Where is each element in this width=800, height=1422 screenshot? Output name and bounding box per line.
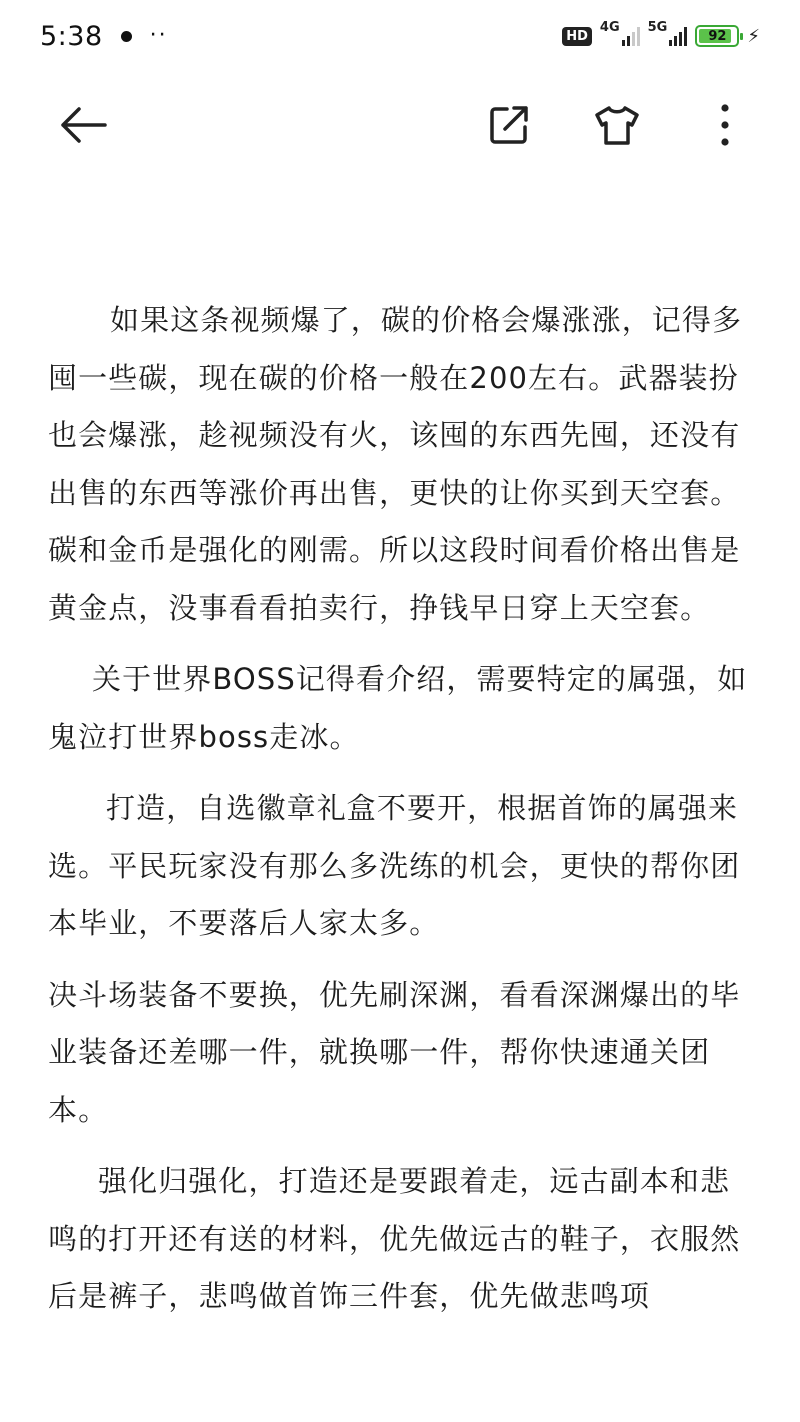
signal-5g bbox=[647, 20, 688, 46]
hd-voice-icon: HD bbox=[562, 27, 592, 46]
notification-more-icon: ·· bbox=[149, 23, 168, 48]
status-right bbox=[562, 20, 760, 47]
signal-bars-icon bbox=[622, 26, 640, 46]
arrow-left-icon bbox=[57, 105, 109, 145]
back-button[interactable] bbox=[50, 92, 116, 158]
tshirt-icon bbox=[593, 103, 641, 147]
article-paragraph: 关于世界BOSS记得看介绍，需要特定的属强，如鬼泣打世界boss走冰。 bbox=[48, 662, 748, 754]
theme-shirt-button[interactable] bbox=[584, 92, 650, 158]
more-vertical-icon bbox=[719, 103, 731, 147]
article-paragraph: 强化归强化，打造还是要跟着走，远古副本和悲鸣的打开还有送的材料，优先做远古的鞋子，衣服然后是裤子，悲鸣做首饰三件套，优先做悲鸣项 bbox=[48, 1164, 741, 1313]
article-body bbox=[48, 292, 760, 1340]
battery-icon bbox=[695, 25, 739, 47]
clock: 5:38 bbox=[40, 20, 103, 52]
status-bar bbox=[0, 0, 800, 72]
article-paragraph: 如果这条视频爆了，碳的价格会爆涨涨，记得多囤一些碳，现在碳的价格一般在200左右。武器装扮也会爆涨，趁视频没有火，该囤的东西先囤，还没有出售的东西等涨价再出售，更快的让你买到天空套。碳和金币是强化的刚需。所以这段时间看价格出售是黄金点，没事看看拍卖行，挣钱早日穿上天空套。 bbox=[48, 303, 743, 625]
charging-icon: ⚡ bbox=[747, 25, 760, 47]
notification-dot-icon bbox=[121, 31, 132, 42]
status-left bbox=[40, 21, 168, 52]
signal-4g bbox=[599, 20, 640, 46]
signal-bars-icon bbox=[669, 26, 687, 46]
battery-level: 92 bbox=[708, 28, 727, 44]
network-label-4g: 4G bbox=[599, 20, 620, 35]
network-label-5g: 5G bbox=[647, 20, 668, 35]
top-app-bar bbox=[0, 92, 800, 158]
share-external-icon bbox=[487, 103, 531, 147]
more-options-button[interactable] bbox=[692, 92, 758, 158]
article-paragraph: 打造，自选徽章礼盒不要开，根据首饰的属强来选。平民玩家没有那么多洗练的机会，更快的帮你团本毕业，不要落后人家太多。 bbox=[48, 791, 741, 940]
battery-cap bbox=[740, 33, 743, 40]
share-button[interactable] bbox=[476, 92, 542, 158]
article-paragraph: 决斗场装备不要换，优先刷深渊，看看深渊爆出的毕业装备还差哪一件，就换哪一件，帮你快速通关团本。 bbox=[48, 977, 741, 1127]
